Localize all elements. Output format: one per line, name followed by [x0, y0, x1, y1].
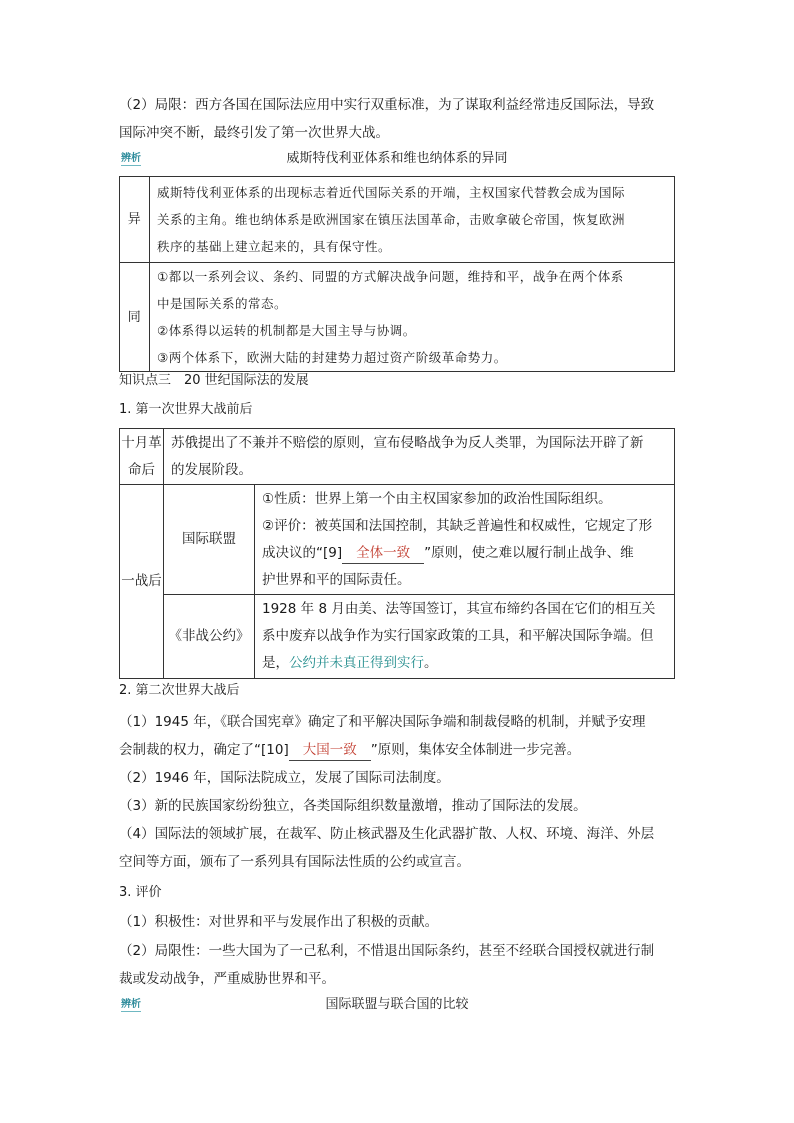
- table-row-diff: [120, 177, 675, 263]
- analysis-tag: 辨析: [121, 153, 141, 164]
- subheading-ww2: 2. 第二次世界大战后: [119, 683, 240, 698]
- subheading-ww1: 1. 第一次世界大战前后: [119, 402, 253, 417]
- pact-label: 《非战公约》: [164, 595, 255, 679]
- october-label: 十月革 命后: [120, 429, 164, 485]
- pact-highlight: 公约并未真正得到实行: [289, 655, 424, 671]
- answer-blank-10: 大国一致: [289, 740, 371, 761]
- ww2-paragraph-3: （3）新的民族国家纷纷独立，各类国际组织数量激增，推动了国际法的发展。: [119, 798, 587, 814]
- comparison-table-1: [119, 176, 675, 372]
- analysis-tag-2: 辨析: [121, 999, 141, 1010]
- table-row-pact: [120, 595, 675, 679]
- league-label: 国际联盟: [164, 485, 255, 595]
- pact-cell: 1928 年 8 月由美、法等国签订，其宣布缔约各国在它们的相互关 系中废弃以战争作为实行国家政策的工具，和平解决国际争端。但 是，公约并未真正得到实行。: [255, 595, 675, 679]
- october-cell: 苏俄提出了不兼并不赔偿的原则，宣布侵略战争为反人类罪，为国际法开辟了新 的发展阶段。: [164, 429, 675, 485]
- ww2-paragraph-1: （1）1945 年，《联合国宪章》确定了和平解决国际争端和制裁侵略的机制，并赋予安理 会制裁的权力，确定了“[10] 大国一致 ”原则，集体安全体制进一步完善。: [119, 708, 679, 764]
- league-cell: ①性质：世界上第一个由主权国家参加的政治性国际组织。 ②评价：被英国和法国控制，其缺乏普遍性和权威性，它规定了形 成决议的“[9] 全体一致 ”原则，使之难以履行制止战争、维 护世界和平的国际责任。: [255, 485, 675, 595]
- answer-blank-9: 全体一致: [342, 543, 424, 564]
- ww2-paragraph-4: （4）国际法的领域扩展，在裁军、防止核武器及生化武器扩散、人权、环境、海洋、外层 空间等方面，颁布了一系列具有国际法性质的公约或宣言。: [119, 826, 655, 870]
- diff-label: 异: [120, 177, 150, 263]
- limitation-paragraph: （2）局限：西方各国在国际法应用中实行双重标准，为了谋取利益经常违反国际法，导致 国际冲突不断，最终引发了第一次世界大战。: [119, 97, 655, 141]
- table-row-same: [120, 263, 675, 372]
- evaluation-paragraph-1: （1）积极性：对世界和平与发展作出了积极的贡献。: [119, 914, 439, 930]
- section-heading: 知识点三 20 世纪国际法的发展: [119, 373, 309, 388]
- subheading-evaluation: 3. 评价: [119, 885, 162, 900]
- table-row-league: [120, 485, 675, 595]
- table-row-october: [120, 429, 675, 485]
- table1-caption: 威斯特伐利亚体系和维也纳体系的异同: [286, 151, 508, 166]
- comparison-table-2: [119, 428, 675, 679]
- diff-cell: 威斯特伐利亚体系的出现标志着近代国际关系的开端，主权国家代替教会成为国际 关系的主角。维也纳体系是欧洲国家在镇压法国革命，击败拿破仑帝国，恢复欧洲 秩序的基础上建立起来的，具有保守性。: [150, 177, 675, 263]
- table-caption-2: 国际联盟与联合国的比较: [325, 997, 469, 1012]
- ww2-paragraph-2: （2）1946 年，国际法院成立，发展了国际司法制度。: [119, 770, 450, 786]
- same-cell: ①都以一系列会议、条约、同盟的方式解决战争问题，维持和平，战争在两个体系 中是国际关系的常态。 ②体系得以运转的机制都是大国主导与协调。 ③两个体系下，欧洲大陆的封建势力超过资产阶级革命势力。: [150, 263, 675, 372]
- evaluation-paragraph-2: （2）局限性：一些大国为了一己私利，不惜退出国际条约，甚至不经联合国授权就进行制 裁或发动战争，严重威胁世界和平。: [119, 943, 655, 987]
- postwar-label: 一战后: [120, 485, 164, 679]
- same-label: 同: [120, 263, 150, 372]
